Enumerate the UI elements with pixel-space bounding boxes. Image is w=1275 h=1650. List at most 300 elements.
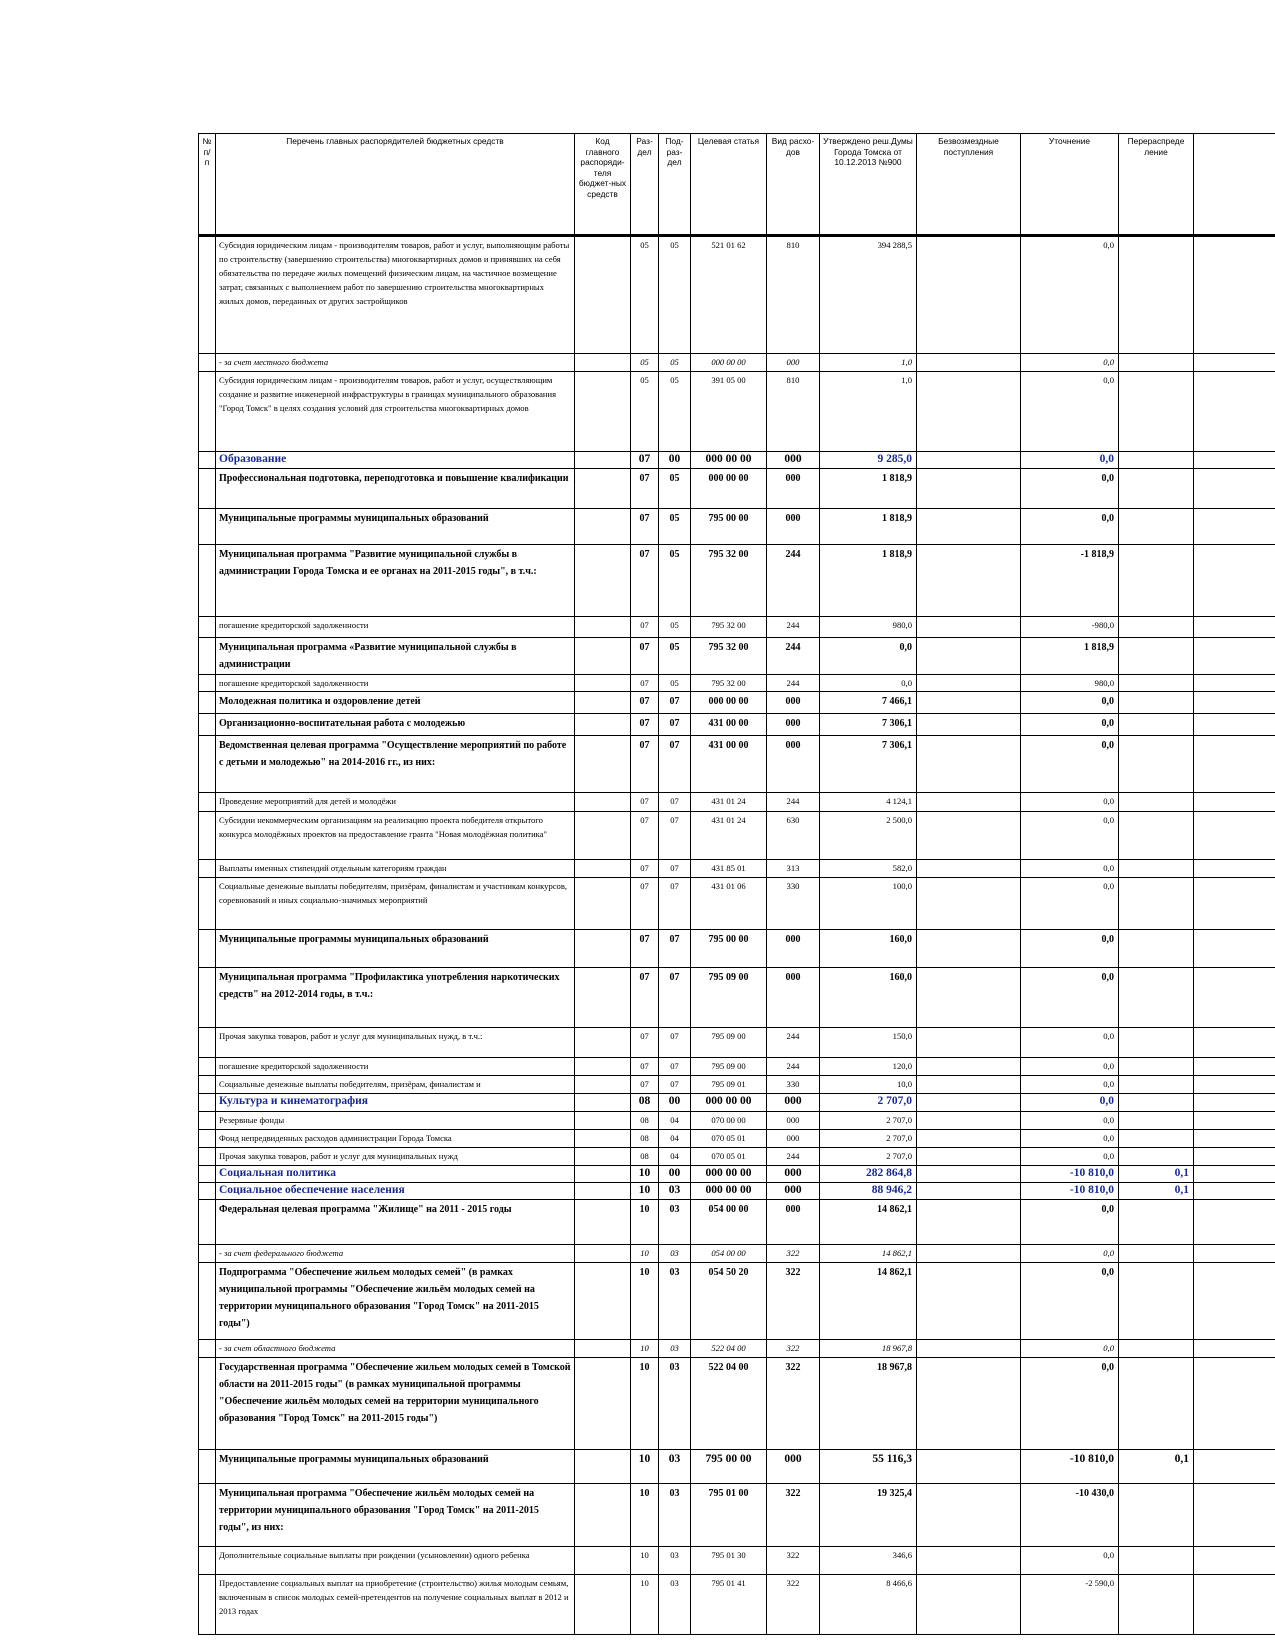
cell-razdel: 07 <box>631 860 659 878</box>
cell-target: 795 09 00 <box>691 1058 767 1076</box>
header-razdel: Раз-дел <box>631 134 659 236</box>
cell-num <box>199 878 216 930</box>
cell-num <box>199 1148 216 1166</box>
cell-num <box>199 1245 216 1263</box>
cell-code <box>575 1340 631 1358</box>
cell-clarify: 0,0 <box>1021 968 1119 1028</box>
table-row <box>199 1166 1275 1183</box>
cell-code <box>575 793 631 812</box>
cell-target: 000 00 00 <box>691 1183 767 1200</box>
header-extra <box>1194 134 1275 236</box>
cell-free <box>917 1094 1021 1112</box>
cell-name: Прочая закупка товаров, работ и услуг для муниципальных нужд, в т.ч.: <box>216 1028 575 1058</box>
header-podrazdel: Под-раз-дел <box>659 134 691 236</box>
cell-podrazdel: 04 <box>659 1112 691 1130</box>
cell-free <box>917 1575 1021 1635</box>
cell-code <box>575 1575 631 1635</box>
cell-extra <box>1194 1450 1275 1484</box>
cell-code <box>575 509 631 545</box>
cell-podrazdel: 07 <box>659 714 691 736</box>
cell-vid: 322 <box>767 1575 820 1635</box>
cell-num <box>199 1076 216 1094</box>
cell-podrazdel: 07 <box>659 812 691 860</box>
cell-clarify: -1 818,9 <box>1021 545 1119 617</box>
cell-code <box>575 469 631 509</box>
cell-free <box>917 930 1021 968</box>
cell-podrazdel: 05 <box>659 617 691 638</box>
cell-clarify: -10 810,0 <box>1021 1166 1119 1183</box>
cell-name: Социальные денежные выплаты победителям, призёрам, финалистам и участникам конкурсов, соревнований и иных социально-значимых мероприятий <box>216 878 575 930</box>
cell-free <box>917 617 1021 638</box>
cell-clarify: 0,0 <box>1021 1148 1119 1166</box>
cell-target: 795 32 00 <box>691 617 767 638</box>
cell-code <box>575 1450 631 1484</box>
cell-razdel: 07 <box>631 930 659 968</box>
cell-num <box>199 1263 216 1340</box>
cell-extra <box>1194 617 1275 638</box>
cell-free <box>917 1166 1021 1183</box>
cell-redistrib <box>1119 930 1194 968</box>
cell-podrazdel: 05 <box>659 675 691 692</box>
cell-podrazdel: 03 <box>659 1200 691 1245</box>
cell-podrazdel: 07 <box>659 736 691 793</box>
cell-podrazdel: 03 <box>659 1358 691 1450</box>
cell-extra <box>1194 545 1275 617</box>
cell-vid: 244 <box>767 793 820 812</box>
cell-razdel: 07 <box>631 1058 659 1076</box>
cell-target: 795 09 00 <box>691 968 767 1028</box>
cell-code <box>575 638 631 675</box>
cell-target: 795 32 00 <box>691 545 767 617</box>
cell-code <box>575 968 631 1028</box>
cell-razdel: 07 <box>631 793 659 812</box>
cell-name: Молодежная политика и оздоровление детей <box>216 692 575 714</box>
cell-name: Муниципальная программа "Профилактика употребления наркотических средств" на 2012-2014 годы, в т.ч.: <box>216 968 575 1028</box>
table-row <box>199 812 1275 860</box>
cell-approved: 1 818,9 <box>820 509 917 545</box>
cell-clarify: 0,0 <box>1021 1263 1119 1340</box>
cell-vid: 000 <box>767 452 820 469</box>
table-row <box>199 714 1275 736</box>
cell-podrazdel: 05 <box>659 638 691 675</box>
cell-extra <box>1194 638 1275 675</box>
table-header-row <box>199 134 1275 236</box>
cell-name: Ведомственная целевая программа "Осуществление мероприятий по работе с детьми и молодежью" на 2014-2016 гг., из них: <box>216 736 575 793</box>
cell-vid: 000 <box>767 1130 820 1148</box>
cell-vid: 000 <box>767 1094 820 1112</box>
cell-clarify: -2 590,0 <box>1021 1575 1119 1635</box>
cell-code <box>575 675 631 692</box>
cell-razdel: 10 <box>631 1200 659 1245</box>
cell-redistrib: 0,1 <box>1119 1166 1194 1183</box>
cell-code <box>575 1094 631 1112</box>
cell-podrazdel: 07 <box>659 793 691 812</box>
cell-num <box>199 1358 216 1450</box>
cell-free <box>917 509 1021 545</box>
table-row <box>199 930 1275 968</box>
cell-extra <box>1194 1358 1275 1450</box>
cell-free <box>917 793 1021 812</box>
cell-free <box>917 469 1021 509</box>
cell-name: Муниципальная программа "Развитие муниципальной службы в администрации Города Томска и ее органах на 2011-2015 годы", в т.ч.: <box>216 545 575 617</box>
cell-extra <box>1194 1183 1275 1200</box>
cell-code <box>575 1130 631 1148</box>
cell-razdel: 07 <box>631 452 659 469</box>
cell-extra <box>1194 1484 1275 1547</box>
cell-vid: 000 <box>767 930 820 968</box>
cell-redistrib <box>1119 469 1194 509</box>
cell-num <box>199 354 216 372</box>
cell-clarify: 1 818,9 <box>1021 638 1119 675</box>
cell-vid: 244 <box>767 1028 820 1058</box>
cell-razdel: 07 <box>631 617 659 638</box>
cell-free <box>917 354 1021 372</box>
cell-target: 054 50 20 <box>691 1263 767 1340</box>
cell-redistrib <box>1119 1547 1194 1575</box>
cell-razdel: 07 <box>631 878 659 930</box>
cell-redistrib <box>1119 1058 1194 1076</box>
cell-vid: 000 <box>767 509 820 545</box>
cell-free <box>917 878 1021 930</box>
cell-num <box>199 1183 216 1200</box>
cell-redistrib <box>1119 812 1194 860</box>
cell-target: 000 00 00 <box>691 1166 767 1183</box>
cell-clarify: 0,0 <box>1021 692 1119 714</box>
cell-clarify: -10 810,0 <box>1021 1450 1119 1484</box>
cell-clarify: 0,0 <box>1021 1058 1119 1076</box>
cell-razdel: 07 <box>631 675 659 692</box>
cell-free <box>917 1076 1021 1094</box>
cell-num <box>199 1484 216 1547</box>
cell-num <box>199 1340 216 1358</box>
cell-redistrib <box>1119 1130 1194 1148</box>
cell-clarify: 0,0 <box>1021 469 1119 509</box>
cell-code <box>575 1112 631 1130</box>
cell-extra <box>1194 968 1275 1028</box>
cell-redistrib <box>1119 1358 1194 1450</box>
cell-free <box>917 1028 1021 1058</box>
cell-vid: 322 <box>767 1340 820 1358</box>
cell-approved: 2 707,0 <box>820 1094 917 1112</box>
table-row <box>199 1263 1275 1340</box>
cell-approved: 14 862,1 <box>820 1263 917 1340</box>
cell-redistrib <box>1119 1340 1194 1358</box>
cell-podrazdel: 03 <box>659 1263 691 1340</box>
cell-clarify: 0,0 <box>1021 930 1119 968</box>
cell-redistrib <box>1119 509 1194 545</box>
cell-approved: 2 707,0 <box>820 1112 917 1130</box>
cell-podrazdel: 04 <box>659 1130 691 1148</box>
cell-code <box>575 930 631 968</box>
cell-redistrib <box>1119 1112 1194 1130</box>
cell-clarify: 0,0 <box>1021 1130 1119 1148</box>
cell-approved: 160,0 <box>820 968 917 1028</box>
cell-vid: 000 <box>767 692 820 714</box>
cell-redistrib <box>1119 1245 1194 1263</box>
cell-num <box>199 509 216 545</box>
cell-redistrib <box>1119 878 1194 930</box>
table-row <box>199 736 1275 793</box>
header-num: № п/п <box>199 134 216 236</box>
cell-extra <box>1194 1112 1275 1130</box>
cell-extra <box>1194 509 1275 545</box>
header-approved: Утверждено реш.Думы Города Томска от 10.12.2013 №900 <box>820 134 917 236</box>
table-row <box>199 452 1275 469</box>
cell-extra <box>1194 714 1275 736</box>
table-row <box>199 354 1275 372</box>
cell-name: Проведение мероприятий для детей и молодёжи <box>216 793 575 812</box>
cell-razdel: 10 <box>631 1358 659 1450</box>
cell-code <box>575 714 631 736</box>
cell-extra <box>1194 930 1275 968</box>
cell-approved: 1 818,9 <box>820 469 917 509</box>
cell-podrazdel: 07 <box>659 968 691 1028</box>
cell-target: 000 00 00 <box>691 692 767 714</box>
table-body <box>199 236 1275 1635</box>
cell-clarify: 0,0 <box>1021 736 1119 793</box>
cell-name: погашение кредиторской задолженности <box>216 1058 575 1076</box>
cell-code <box>575 1358 631 1450</box>
cell-name: Муниципальная программа "Обеспечение жильём молодых семей на территории муниципального образования "Город Томск" на 2011-2015 годы", из них: <box>216 1484 575 1547</box>
cell-num <box>199 545 216 617</box>
cell-num <box>199 968 216 1028</box>
cell-num <box>199 617 216 638</box>
table-row <box>199 617 1275 638</box>
cell-podrazdel: 00 <box>659 1166 691 1183</box>
cell-clarify: 0,0 <box>1021 509 1119 545</box>
cell-approved: 14 862,1 <box>820 1200 917 1245</box>
cell-vid: 810 <box>767 236 820 354</box>
cell-extra <box>1194 1130 1275 1148</box>
cell-name: погашение кредиторской задолженности <box>216 675 575 692</box>
cell-redistrib <box>1119 1484 1194 1547</box>
cell-code <box>575 372 631 452</box>
cell-name: погашение кредиторской задолженности <box>216 617 575 638</box>
cell-approved: 0,0 <box>820 675 917 692</box>
cell-free <box>917 545 1021 617</box>
cell-num <box>199 1094 216 1112</box>
cell-vid: 000 <box>767 1166 820 1183</box>
cell-podrazdel: 00 <box>659 452 691 469</box>
cell-target: 795 00 00 <box>691 1450 767 1484</box>
cell-redistrib <box>1119 1028 1194 1058</box>
cell-extra <box>1194 860 1275 878</box>
cell-approved: 150,0 <box>820 1028 917 1058</box>
cell-free <box>917 1058 1021 1076</box>
table-row <box>199 793 1275 812</box>
cell-redistrib <box>1119 675 1194 692</box>
cell-extra <box>1194 1058 1275 1076</box>
cell-vid: 000 <box>767 354 820 372</box>
cell-target: 000 00 00 <box>691 354 767 372</box>
cell-approved: 2 500,0 <box>820 812 917 860</box>
cell-approved: 55 116,3 <box>820 1450 917 1484</box>
cell-razdel: 07 <box>631 509 659 545</box>
budget-table-sheet <box>198 133 1275 1635</box>
cell-podrazdel: 05 <box>659 469 691 509</box>
cell-clarify: 980,0 <box>1021 675 1119 692</box>
cell-vid: 000 <box>767 968 820 1028</box>
cell-approved: 7 306,1 <box>820 714 917 736</box>
cell-free <box>917 1484 1021 1547</box>
cell-free <box>917 236 1021 354</box>
cell-podrazdel: 07 <box>659 1058 691 1076</box>
cell-approved: 88 946,2 <box>820 1183 917 1200</box>
cell-podrazdel: 07 <box>659 692 691 714</box>
cell-name: Социальная политика <box>216 1166 575 1183</box>
cell-vid: 244 <box>767 1058 820 1076</box>
cell-code <box>575 1547 631 1575</box>
cell-num <box>199 1112 216 1130</box>
cell-vid: 244 <box>767 617 820 638</box>
cell-podrazdel: 03 <box>659 1340 691 1358</box>
cell-num <box>199 1450 216 1484</box>
cell-num <box>199 1200 216 1245</box>
cell-razdel: 08 <box>631 1130 659 1148</box>
cell-num <box>199 236 216 354</box>
cell-num <box>199 692 216 714</box>
table-row <box>199 1183 1275 1200</box>
cell-code <box>575 545 631 617</box>
cell-free <box>917 1200 1021 1245</box>
cell-vid: 000 <box>767 1200 820 1245</box>
cell-free <box>917 1358 1021 1450</box>
cell-extra <box>1194 1263 1275 1340</box>
cell-approved: 18 967,8 <box>820 1358 917 1450</box>
cell-razdel: 05 <box>631 372 659 452</box>
cell-name: Государственная программа "Обеспечение жильем молодых семей в Томской области на 2011-2015 годы" (в рамках муниципальной программы "Обеспечение жильём молодых семей на территории муниципального образования "Город Томск" на 2011-2015 годы") <box>216 1358 575 1450</box>
cell-redistrib <box>1119 692 1194 714</box>
cell-code <box>575 1484 631 1547</box>
cell-code <box>575 1166 631 1183</box>
cell-target: 431 01 24 <box>691 812 767 860</box>
table-row <box>199 1094 1275 1112</box>
cell-name: Муниципальные программы муниципальных образований <box>216 930 575 968</box>
cell-razdel: 07 <box>631 638 659 675</box>
cell-razdel: 08 <box>631 1148 659 1166</box>
cell-clarify: 0,0 <box>1021 1076 1119 1094</box>
cell-podrazdel: 05 <box>659 372 691 452</box>
cell-num <box>199 452 216 469</box>
cell-vid: 330 <box>767 1076 820 1094</box>
cell-target: 431 85 01 <box>691 860 767 878</box>
table-row <box>199 860 1275 878</box>
cell-code <box>575 617 631 638</box>
cell-razdel: 05 <box>631 236 659 354</box>
cell-razdel: 10 <box>631 1166 659 1183</box>
cell-redistrib <box>1119 1094 1194 1112</box>
cell-free <box>917 968 1021 1028</box>
cell-num <box>199 469 216 509</box>
cell-podrazdel: 03 <box>659 1575 691 1635</box>
cell-name: Федеральная целевая программа "Жилище" на 2011 - 2015 годы <box>216 1200 575 1245</box>
cell-num <box>199 1130 216 1148</box>
cell-vid: 000 <box>767 736 820 793</box>
cell-extra <box>1194 736 1275 793</box>
cell-razdel: 07 <box>631 545 659 617</box>
cell-approved: 7 466,1 <box>820 692 917 714</box>
cell-name: - за счет областного бюджета <box>216 1340 575 1358</box>
cell-vid: 313 <box>767 860 820 878</box>
cell-free <box>917 1263 1021 1340</box>
cell-razdel: 07 <box>631 736 659 793</box>
cell-code <box>575 736 631 793</box>
cell-vid: 244 <box>767 545 820 617</box>
cell-approved: 9 285,0 <box>820 452 917 469</box>
cell-approved: 394 288,5 <box>820 236 917 354</box>
cell-vid: 000 <box>767 714 820 736</box>
cell-approved: 160,0 <box>820 930 917 968</box>
cell-podrazdel: 05 <box>659 236 691 354</box>
cell-target: 795 00 00 <box>691 509 767 545</box>
cell-razdel: 10 <box>631 1340 659 1358</box>
cell-podrazdel: 07 <box>659 1028 691 1058</box>
cell-target: 000 00 00 <box>691 469 767 509</box>
cell-redistrib <box>1119 1575 1194 1635</box>
cell-name: Муниципальная программа «Развитие муниципальной службы в администрации <box>216 638 575 675</box>
header-code: Код главного распоряди-теля бюджет-ных средств <box>575 134 631 236</box>
cell-name: - за счет местного бюджета <box>216 354 575 372</box>
cell-target: 795 01 00 <box>691 1484 767 1547</box>
cell-razdel: 07 <box>631 1076 659 1094</box>
cell-extra <box>1194 452 1275 469</box>
cell-free <box>917 692 1021 714</box>
cell-approved: 8 466,6 <box>820 1575 917 1635</box>
cell-name: Предоставление социальных выплат на приобретение (строительство) жилья молодым семьям, включенным в список молодых семей-претендентов на получение социальных выплат в 2012 и 2013 годах <box>216 1575 575 1635</box>
cell-num <box>199 860 216 878</box>
table-row <box>199 675 1275 692</box>
cell-clarify: 0,0 <box>1021 714 1119 736</box>
cell-razdel: 07 <box>631 692 659 714</box>
cell-approved: 2 707,0 <box>820 1130 917 1148</box>
cell-extra <box>1194 878 1275 930</box>
cell-redistrib <box>1119 545 1194 617</box>
cell-free <box>917 1450 1021 1484</box>
cell-name: Дополнительные социальные выплаты при рождении (усыновлении) одного ребенка <box>216 1547 575 1575</box>
cell-target: 521 01 62 <box>691 236 767 354</box>
cell-name: Профессиональная подготовка, переподготовка и повышение квалификации <box>216 469 575 509</box>
cell-free <box>917 372 1021 452</box>
cell-code <box>575 860 631 878</box>
cell-razdel: 07 <box>631 1028 659 1058</box>
cell-target: 070 05 01 <box>691 1130 767 1148</box>
cell-redistrib <box>1119 860 1194 878</box>
cell-razdel: 10 <box>631 1575 659 1635</box>
cell-vid: 000 <box>767 1183 820 1200</box>
cell-redistrib <box>1119 1200 1194 1245</box>
cell-name: Субсидия юридическим лицам - производителям товаров, работ и услуг, выполняющим работы по строительству (завершению строительства) многоквартирных домов и принявших на себя обязательства по передаче жилых помещений физическим лицам, на частичное возмещение затрат, связанных с выполнением работ по завершению строительства многоквартирных жилых домов, переданных от других застройщиков <box>216 236 575 354</box>
table-row <box>199 1112 1275 1130</box>
cell-podrazdel: 03 <box>659 1484 691 1547</box>
cell-code <box>575 354 631 372</box>
table-row <box>199 1130 1275 1148</box>
cell-extra <box>1194 1245 1275 1263</box>
cell-free <box>917 638 1021 675</box>
cell-approved: 282 864,8 <box>820 1166 917 1183</box>
cell-extra <box>1194 1028 1275 1058</box>
cell-target: 795 00 00 <box>691 930 767 968</box>
cell-razdel: 10 <box>631 1484 659 1547</box>
cell-free <box>917 714 1021 736</box>
cell-podrazdel: 05 <box>659 545 691 617</box>
cell-clarify: 0,0 <box>1021 1094 1119 1112</box>
cell-approved: 582,0 <box>820 860 917 878</box>
cell-num <box>199 675 216 692</box>
cell-clarify: 0,0 <box>1021 1547 1119 1575</box>
cell-name: Прочая закупка товаров, работ и услуг для муниципальных нужд <box>216 1148 575 1166</box>
cell-vid: 000 <box>767 1450 820 1484</box>
table-row <box>199 545 1275 617</box>
